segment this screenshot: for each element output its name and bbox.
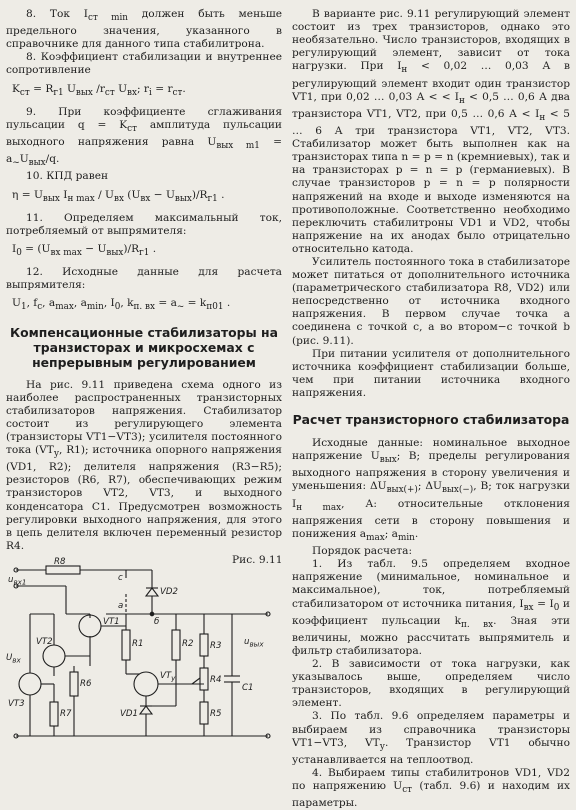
paragraph-amplifier: Усилитель постоянного тока в стабилизаторе может питаться от дополнительного источника (параметрического стабилизатора R8, VD2) или непосредственно от источника входного напряжения. В первом случае точка a соединена с точкой c, а во втором−с точкой b (рис. 9.11). xyxy=(292,256,570,347)
label-b: б xyxy=(154,616,160,627)
formula-efficiency: $\eta = U_{вых}$ $I_{н max} / U_{вх}$ $(U_{вх} - U_{вых})/R_{г1}$ . xyxy=(12,188,225,204)
label-ubx: $U_{вх}$ xyxy=(6,652,21,665)
step-3: 3. По табл. 9.6 определяем параметры и выбираем из справочника транзисторы VT1−VT3, $VT_у$. Транзистор VT1 обычно устанавливается на теплоотвод. xyxy=(292,710,570,766)
formula-kst: $K_{ст} = R_{г1}$ $U_{вых}$ $/r_{ст}$ $U_{вх}$; $r_i = r_{ст}$. xyxy=(12,82,186,98)
step-4: 4. Выбираем типы стабилитронов VD1, VD2 по напряжению $U_{ст}$ (табл. 9.6) и находим их параметры. xyxy=(292,766,570,810)
label-uvyx: $u_{вых}$ xyxy=(244,636,264,649)
label-r6: R6 xyxy=(80,678,92,689)
paragraph-inputs: Исходные данные: номинальное выходное напряжение $U_{вых}$; В; пределы регулирования выходного напряжения в сторону увеличения и уменьшения: $\Delta U_{вых(+)}$; $\Delta U_{вых(-)}$, В; ток нагрузки $I_{н max}$, А: относительные отклонения напряжения сети в сторону повышения и понижения $a_{max}$; $a_{min}$. xyxy=(292,437,570,544)
item-9: 9. При коэффициенте сглаживания пульсации $q = K_{ст}$ амплитуда пульсации выходного напряжения равна $U_{вых m1} = a_\sim U_{вых}/q$. xyxy=(6,105,282,169)
step-2: 2. В зависимости от тока нагрузки, как указывалось выше, определяем число транзисторов, входящих в регулирующий элемент. xyxy=(292,658,570,710)
label-r3: R3 xyxy=(210,640,222,651)
label-r4: R4 xyxy=(210,674,222,685)
paragraph-supply: При питании усилителя от дополнительного источника коэффициент стабилизации больше, чем при питании источника входного напряжения. xyxy=(292,347,570,399)
item-10: 10. КПД равен xyxy=(26,170,109,183)
label-c: с xyxy=(118,572,123,583)
figure-caption: Рис. 9.11 xyxy=(232,553,283,566)
paragraph-figure-desc: На рис. 9.11 приведена схема одного из наиболее распространенных транзисторных стабилизаторов напряжения. Стабилизатор состоит из регулирующего элемента (транзисторы VT1−VT3); усилителя постоянного тока ($VT_у$, R1); источника опорного напряжения (VD1, R2); делителя напряжения (R3−R5); резисторов (R6, R7), обеспечивающих режим транзисторов VT2, VT3, и выходного конденсатора C1. Предусмотрен возможность регулировки выходного напряжения, для этого в цепь делителя включен переменный резистор R4. xyxy=(6,378,282,552)
circuit-figure xyxy=(6,553,283,746)
label-a: а xyxy=(118,600,124,611)
left-column xyxy=(6,8,282,746)
label-c1: C1 xyxy=(242,682,254,693)
label-r8: R8 xyxy=(54,556,66,567)
section-heading-right: Расчет транзисторного стабилизатора xyxy=(292,412,570,428)
circuit-diagram xyxy=(6,553,283,746)
formula-inputs: $U_1$, $f_c$, $a_{max}$, $a_{min}$, $I_0$, $k_{п. вх} = a_\sim = k_{п01}$ . xyxy=(12,297,231,313)
label-r2: R2 xyxy=(182,638,194,649)
paragraph-procedure: Порядок расчета: xyxy=(312,545,413,558)
label-r7: R7 xyxy=(60,708,72,719)
label-vt1: VT1 xyxy=(103,616,120,627)
label-ubx1: $u_{вх1}$ xyxy=(8,574,27,587)
label-vty: $VT_у$ xyxy=(160,670,176,683)
label-r1: R1 xyxy=(132,638,144,649)
step-1: 1. Из табл. 9.5 определяем входное напряжение (минимальное, номинальное и максимальное), ток, потребляемый стабилизатором от источника питания, $I_{вх} = I_0$ и коэффициент пульсации $k_{п. вх}$. Зная эти величины, можно рассчитать выпрямитель и фильтр стабилизатора. xyxy=(292,558,570,658)
section-heading-left: Компенсационные стабилизаторы на транзисторах и микросхемах с непрерывным регулированием xyxy=(10,324,278,370)
label-r5: R5 xyxy=(210,708,222,719)
label-vd1: VD1 xyxy=(120,708,138,719)
item-11: 11. Определяем максимальный ток, потребляемый от выпрямителя: xyxy=(6,211,282,237)
item-8b: 8. Коэффициент стабилизации и внутреннее сопротивление xyxy=(6,51,282,77)
formula-i0: $I_0 = (U_{вх max} - U_{вых})/R_{г1}$ . xyxy=(12,242,157,259)
paragraph-variant: В варианте рис. 9.11 регулирующий элемент состоит из трех транзисторов, однако это необязательно. Число транзисторов, входящих в регулирующий элемент, зависит от тока нагрузки. При $I_н < 0,02$ … 0,03 А в регулирующий элемент входит один транзистор VT1, при 0,02 … 0,03 А < < $I_н < 0,5$ … 0,6 А два транзистора VT1, VT2, при 0,5 … 0,6 $А < I_н < 5$ … 6 А три транзистора VT1, VT2, VT3. Стабилизатор может быть выполнен как на транзисторах типа n = p = n (кремниевых), так и на транзисторах p = n = p (германиевых). В случае транзисторов p = n = p полярности напряжений на входе и выходе изменяются на противоположные. Соответственно необходимо переключить стабилитроны VD1 и VD2, чтобы напряжение на их анодах было отрицательно относительно катода. xyxy=(292,8,571,255)
item-8: 8. Ток $I_{ст min}$ должен быть меньше предельного значения, указанного в справочнике для данного типа стабилитрона. xyxy=(6,8,283,51)
item-12: 12. Исходные данные для расчета выпрямителя: xyxy=(6,266,282,292)
label-vd2: VD2 xyxy=(160,586,178,597)
label-vt2: VT2 xyxy=(36,636,53,647)
label-vt3: VT3 xyxy=(8,698,25,709)
right-column xyxy=(292,8,570,810)
